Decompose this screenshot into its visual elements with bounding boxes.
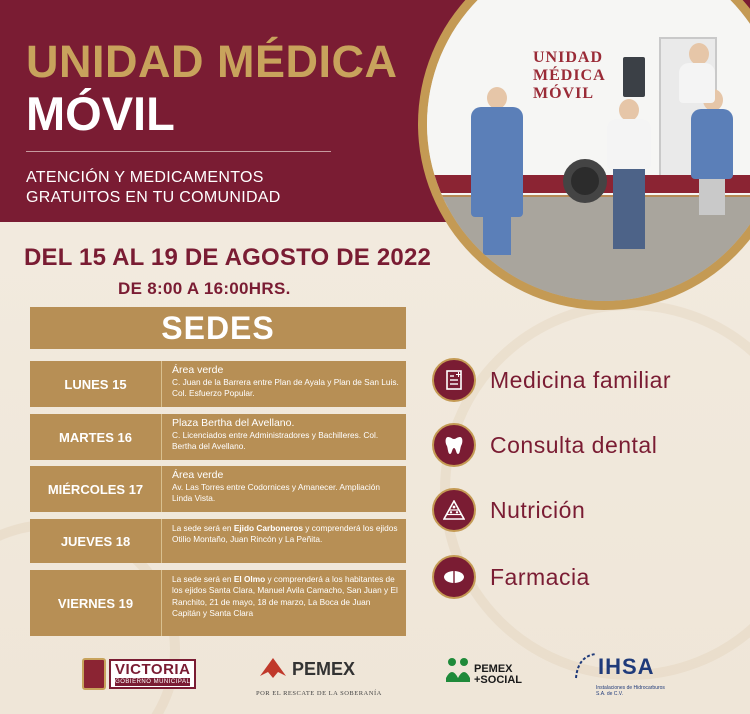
- mobile-unit-photo: [427, 0, 750, 301]
- tooth-icon: [432, 423, 476, 467]
- sede-row: [30, 414, 406, 460]
- truck-text-2: MÉDICA: [533, 67, 606, 84]
- sede-row: [30, 519, 406, 563]
- sede-day: MIÉRCOLES 17: [30, 466, 162, 512]
- sede-info: [162, 519, 406, 563]
- people-icon: [444, 656, 472, 694]
- sedes-title: SEDES: [161, 309, 275, 346]
- truck-text-3: MÓVIL: [533, 85, 594, 102]
- sede-detail-bold: Ejido Carboneros: [233, 523, 303, 533]
- pemex-logo: [258, 654, 355, 684]
- sede-detail: C. Juan de la Barrera entre Plan de Ayala y Plan de San Luis. Col. Esfuerzo Popular.: [172, 377, 399, 399]
- sede-place: Área verde: [172, 364, 224, 376]
- service-label: Farmacia: [490, 563, 590, 590]
- sede-detail: Av. Las Torres entre Codornices y Amanecer. Ampliación Linda Vista.: [172, 482, 380, 504]
- pemex-social-line-2: +SOCIAL: [474, 674, 522, 686]
- sede-detail-post: y comprenderá a los habitantes de los ejidos Santa Clara, Manuel Avila Camacho, San Juan y El Ranchito, 21 de mayo, 18 de marzo, La Boca de Juan Capitán y Santa Clara: [172, 574, 398, 619]
- sede-detail-pre: La sede será en: [172, 574, 234, 584]
- divider: [26, 151, 331, 152]
- victoria-crest-icon: [82, 658, 106, 690]
- pemex-eagle-icon: [258, 654, 288, 684]
- title-line-2: MÓVIL: [26, 87, 175, 140]
- pemex-social-logo: [444, 656, 522, 694]
- sede-row: [30, 570, 406, 636]
- pill-icon: [432, 555, 476, 599]
- sede-row: [30, 361, 406, 407]
- sede-detail-pre: La sede será en: [172, 523, 234, 533]
- pemex-social-wordmark: [474, 664, 522, 686]
- date-range: DEL 15 AL 19 DE AGOSTO DE 2022: [24, 244, 432, 271]
- sede-day: VIERNES 19: [30, 570, 162, 636]
- food-pyramid-icon: [432, 488, 476, 532]
- victoria-subtitle: GOBIERNO MUNICIPAL: [115, 679, 191, 685]
- sede-info: [162, 414, 406, 460]
- sede-place: Plaza Bertha del Avellano.: [172, 417, 295, 429]
- subtitle-line-2: GRATUITOS EN TU COMUNIDAD: [26, 189, 281, 206]
- truck-window: [623, 57, 645, 97]
- sedes-header: [30, 307, 406, 349]
- truck-text-1: UNIDAD: [533, 49, 603, 66]
- sede-detail: C. Licenciados entre Administradores y Bachilleres. Col. Bertha del Avellano.: [172, 430, 379, 452]
- victoria-wordmark: [109, 659, 196, 689]
- victoria-logo: [82, 658, 196, 690]
- service-medicina-familiar: [432, 358, 671, 402]
- sede-info: [162, 466, 406, 512]
- pemex-tagline: POR EL RESCATE DE LA SOBERANÍA: [256, 690, 382, 697]
- service-consulta-dental: [432, 423, 657, 467]
- sede-day: JUEVES 18: [30, 519, 162, 563]
- sede-day: LUNES 15: [30, 361, 162, 407]
- sede-info: [162, 361, 406, 407]
- medical-record-icon: [432, 358, 476, 402]
- hours: DE 8:00 A 16:00HRS.: [118, 279, 291, 298]
- title-line-1: UNIDAD MÉDICA: [26, 36, 398, 87]
- ihsa-arc-icon: [574, 652, 598, 682]
- service-label: Consulta dental: [490, 431, 658, 458]
- sede-row: [30, 466, 406, 512]
- sede-detail-post: y comprenderá los ejidos Otilio Montaño, Juan Rincón y La Peñita.: [172, 523, 398, 545]
- sede-detail-bold: El Olmo: [233, 574, 266, 584]
- ihsa-title: IHSA: [598, 654, 655, 679]
- service-farmacia: [432, 555, 590, 599]
- pemex-social-line-1: PEMEX: [474, 663, 513, 675]
- service-nutricion: [432, 488, 585, 532]
- service-label: Medicina familiar: [490, 366, 672, 393]
- subtitle-line-1: ATENCIÓN Y MEDICAMENTOS: [26, 169, 264, 186]
- sede-place: Área verde: [172, 469, 224, 481]
- subtitle: [26, 168, 356, 208]
- victoria-title: VICTORIA: [115, 661, 191, 678]
- ihsa-subtitle: Instalaciones de Hidrocarburos S.A. de C.V.: [596, 685, 665, 697]
- sede-info: [162, 570, 406, 636]
- ihsa-logo: [574, 652, 655, 682]
- truck-lettering: [533, 49, 606, 103]
- sede-day: MARTES 16: [30, 414, 162, 460]
- wheel: [563, 159, 607, 203]
- pemex-title: PEMEX: [292, 658, 356, 679]
- service-label: Nutrición: [490, 496, 586, 523]
